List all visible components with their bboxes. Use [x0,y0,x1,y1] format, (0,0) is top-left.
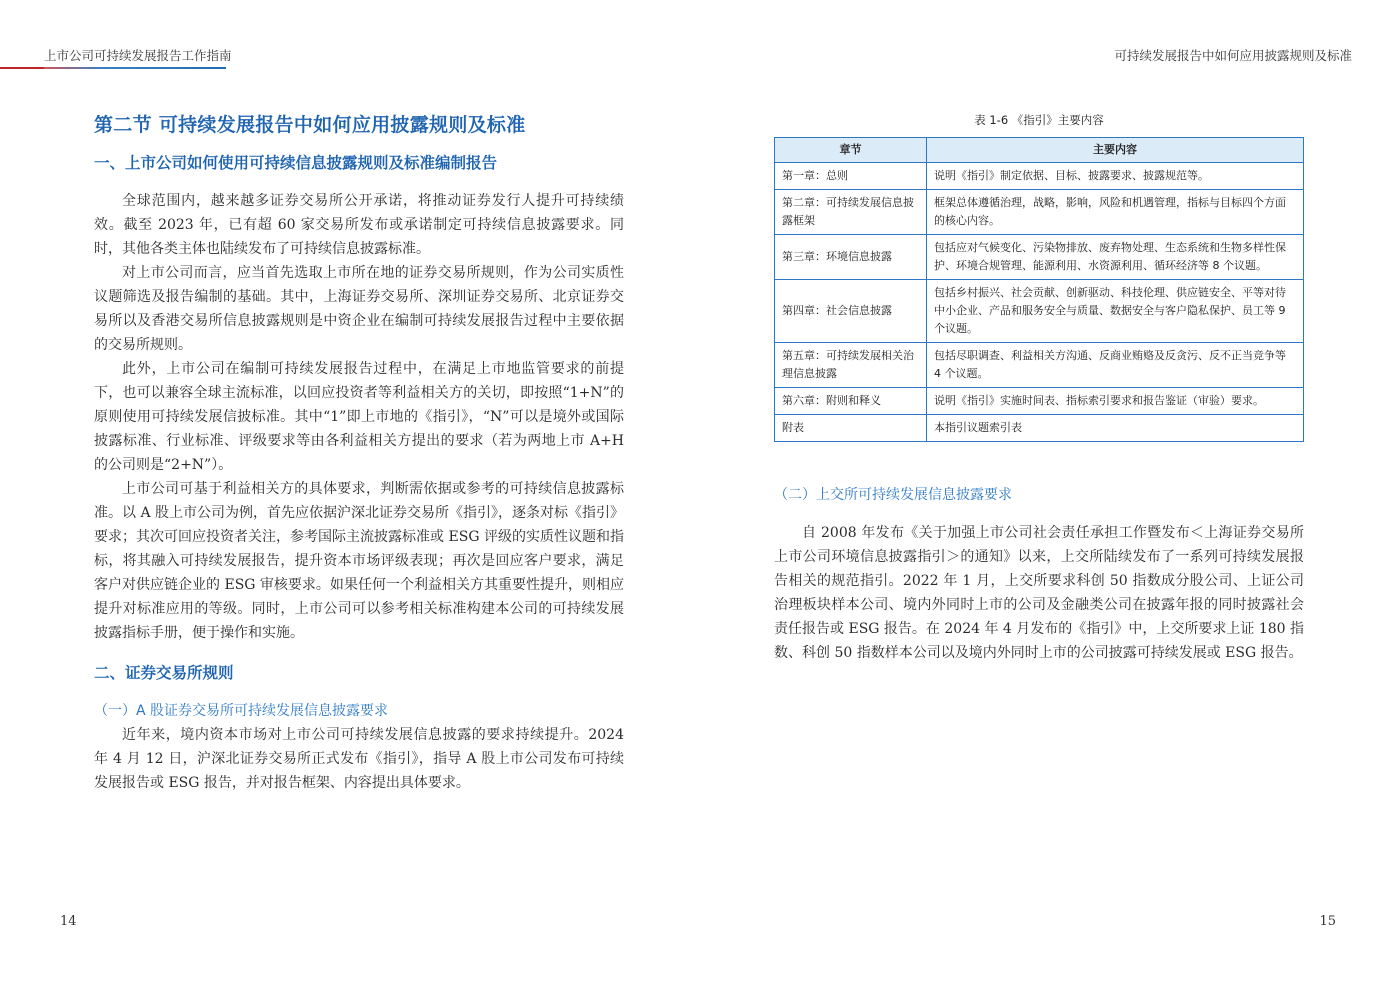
right-page [699,0,1398,983]
table-header-content: 主要内容 [927,138,1304,163]
table-cell-content: 包括尽职调查、利益相关方沟通、反商业贿赂及反贪污、反不正当竞争等 4 个议题。 [927,343,1304,388]
paragraph-global-exchanges: 全球范围内，越来越多证券交易所公开承诺，将推动证券发行人提升可持续绩效。截至 2023 年，已有超 60 家交易所发布或承诺制定可持续信息披露要求。同时，其他各类主体也陆续发布了可持续信息披露标准。 [94,193,624,257]
table-row [775,190,1304,235]
page-number-left: 14 [60,914,77,929]
paragraph-a-share-guidelines: 近年来，境内资本市场对上市公司可持续发展信息披露的要求持续提升。2024 年 4 月 12 日，沪深北证券交易所正式发布《指引》，指导 A 股上市公司发布可持续发展报告或 ESG 报告，并对报告框架、内容提出具体要求。 [94,727,624,791]
header-rule [0,67,226,69]
running-head-right: 可持续发展报告中如何应用披露规则及标准 [1114,48,1352,63]
running-head-left: 上市公司可持续发展报告工作指南 [44,48,232,63]
table-cell-chapter: 附表 [775,415,927,442]
table-cell-chapter: 第一章：总则 [775,163,927,190]
table-cell-content: 框架总体遵循治理，战略，影响，风险和机遇管理，指标与目标四个方面的核心内容。 [927,190,1304,235]
table-header-row [775,138,1304,163]
table-cell-content: 本指引议题索引表 [927,415,1304,442]
table-row [775,415,1304,442]
heading-how-to-use-rules: 一、上市公司如何使用可持续信息披露规则及标准编制报告 [94,154,498,172]
paragraph-stakeholder-standards: 上市公司可基于利益相关方的具体要求，判断需依据或参考的可持续信息披露标准。以 A 股上市公司为例，首先应依据沪深北证券交易所《指引》，逐条对标《指引》要求；其次可回应投资者关注，参考国际主流披露标准或 ESG 评级的实质性议题和指标，将其融入可持续发展报告，提升资本市场评级表现；再次是回应客户要求，满足客户对供应链企业的 ESG 审核要求。如果任何一个利益相关方其重要性提升，则相应提升对标准应用的等级。同时，上市公司可以参考相关标准构建本公司的可持续发展披露指标手册，便于操作和实施。 [94,481,625,641]
table-cell-chapter: 第五章：可持续发展相关治理信息披露 [775,343,927,388]
table-cell-content: 包括应对气候变化、污染物排放、废弃物处理、生态系统和生物多样性保护、环境合规管理、能源利用、水资源利用、循环经济等 8 个议题。 [927,235,1304,280]
table-cell-content: 说明《指引》制定依据、目标、披露要求、披露规范等。 [927,163,1304,190]
table-row [775,280,1304,343]
section-title: 第二节 可持续发展报告中如何应用披露规则及标准 [94,114,526,136]
heading-exchange-rules: 二、证券交易所规则 [94,664,234,682]
heading-sse-requirements: （二）上交所可持续发展信息披露要求 [774,487,1012,503]
table-cell-chapter: 第四章：社会信息披露 [775,280,927,343]
paragraph-sse-history: 自 2008 年发布《关于加强上市公司社会责任承担工作暨发布＜上海证券交易所上市公司环境信息披露指引＞的通知》以来，上交所陆续发布了一系列可持续发展报告相关的规范指引。2022 年 1 月，上交所要求科创 50 指数成分股公司、上证公司治理板块样本公司、境内外同时上市的公司及金融类公司在披露年报的同时披露社会责任报告或 ESG 报告。在 2024 年 4 月发布的《指引》中，上交所要求上证 180 指数、科创 50 指数样本公司以及境内外同时上市的公司披露可持续发展或 ESG 报告。 [774,525,1304,661]
heading-a-share-requirements: （一）A 股证券交易所可持续发展信息披露要求 [94,703,389,719]
table-row [775,343,1304,388]
table-row [775,235,1304,280]
table-cell-content: 包括乡村振兴、社会贡献、创新驱动、科技伦理、供应链安全、平等对待中小企业、产品和服务安全与质量、数据安全与客户隐私保护、员工等 9 个议题。 [927,280,1304,343]
paragraph-listed-company-rules: 对上市公司而言，应当首先选取上市所在地的证券交易所规则，作为公司实质性议题筛选及报告编制的基础。其中，上海证券交易所、深圳证券交易所、北京证券交易所以及香港交易所信息披露规则是中资企业在编制可持续发展报告过程中主要依据的交易所规则。 [94,265,624,353]
paragraph-1-plus-n: 此外，上市公司在编制可持续发展报告过程中，在满足上市地监管要求的前提下，也可以兼容全球主流标准，以回应投资者等利益相关方的关切，即按照“1+N”的原则使用可持续发展信披标准。其中“1”即上市地的《指引》，“N”可以是境外或国际披露标准、行业标准、评级要求等由各利益相关方提出的要求（若为两地上市 A+H 的公司则是“2+N”）。 [94,361,624,473]
table-caption: 表 1-6 《指引》主要内容 [974,113,1104,127]
header-rule-accent [0,67,44,69]
table-cell-content: 说明《指引》实施时间表、指标索引要求和报告鉴证（审验）要求。 [927,388,1304,415]
table-header-chapter: 章节 [775,138,927,163]
table-row [775,388,1304,415]
page-number-right: 15 [1319,914,1336,929]
table-row [775,163,1304,190]
guidelines-content-table [774,137,1304,442]
table-cell-chapter: 第六章：附则和释义 [775,388,927,415]
table-cell-chapter: 第二章：可持续发展信息披露框架 [775,190,927,235]
table-cell-chapter: 第三章：环境信息披露 [775,235,927,280]
